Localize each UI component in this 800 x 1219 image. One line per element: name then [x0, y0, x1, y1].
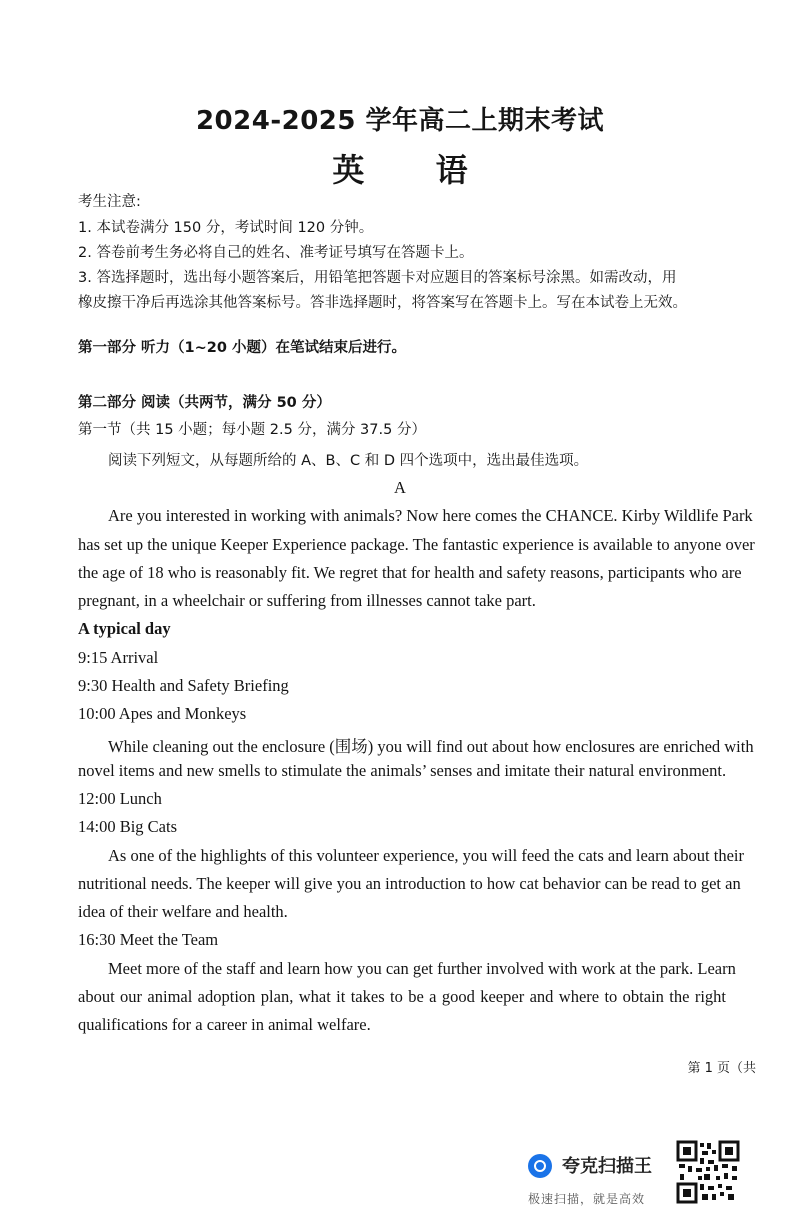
cats-line-1: As one of the highlights of this volunteer experience, you will feed the cats and learn about their [108, 846, 744, 865]
passage-label: A [394, 478, 406, 497]
notice-item-1: 1. 本试卷满分 150 分，考试时间 120 分钟。 [78, 220, 374, 236]
apes-line-1: While cleaning out the enclosure (围场) you will find out about how enclosures are enriched with [108, 737, 754, 756]
notice-item-3: 3. 答选择题时，选出每小题答案后，用铅笔把答题卡对应题目的答案标号涂黑。如需改动，用 [78, 270, 677, 286]
brand-slogan: 极速扫描，就是高效 [528, 1192, 646, 1206]
intro-line-2: has set up the unique Keeper Experience package. The fantastic experience is available to anyone over [78, 535, 755, 554]
notice-heading: 考生注意: [78, 194, 141, 210]
schedule-big-cats: 14:00 Big Cats [78, 817, 178, 836]
section1-heading: 第一节（共 15 小题；每小题 2.5 分，满分 37.5 分） [78, 422, 426, 438]
apes-line-2: novel items and new smells to stimulate the animals’ senses and imitate their natural environment. [78, 761, 727, 780]
typical-day-heading: A typical day [78, 619, 171, 638]
schedule-meet-team: 16:30 Meet the Team [78, 930, 219, 949]
schedule-lunch: 12:00 Lunch [78, 789, 162, 808]
brand-name: 夸克扫描王 [562, 1156, 652, 1177]
intro-line-3: the age of 18 who is reasonably fit. We regret that for health and safety reasons, participants who are [78, 563, 742, 582]
team-line-1: Meet more of the staff and learn how you can get further involved with work at the park. Learn [108, 959, 736, 978]
page-number: 第 1 页（共 [687, 1061, 756, 1076]
quark-logo-icon [528, 1154, 552, 1178]
exam-title: 2024-2025 学年高二上期末考试 [195, 106, 605, 136]
team-line-2: about our animal adoption plan, what it takes to be a good keeper and where to obtain the right [78, 987, 726, 1006]
subject-title: 英 语 [332, 151, 498, 189]
schedule-arrival: 9:15 Arrival [78, 648, 159, 667]
cats-line-2: nutritional needs. The keeper will give you an introduction to how cat behavior can be read to get an [78, 874, 741, 893]
reading-instruction: 阅读下列短文，从每题所给的 A、B、C 和 D 四个选项中，选出最佳选项。 [108, 453, 589, 469]
notice-item-2: 2. 答卷前考生务必将自己的姓名、准考证号填写在答题卡上。 [78, 245, 474, 261]
schedule-apes: 10:00 Apes and Monkeys [78, 704, 247, 723]
cats-line-3: idea of their welfare and health. [78, 902, 288, 921]
notice-item-3-cont: 橡皮擦干净后再选涂其他答案标号。答非选择题时，将答案写在答题卡上。写在本试卷上无效。 [78, 295, 687, 311]
team-line-3: qualifications for a career in animal welfare. [78, 1015, 371, 1034]
part1-heading: 第一部分 听力（1~20 小题）在笔试结束后进行。 [78, 340, 407, 356]
intro-line-4: pregnant, in a wheelchair or suffering from illnesses cannot take part. [78, 591, 536, 610]
schedule-briefing: 9:30 Health and Safety Briefing [78, 676, 289, 695]
part2-heading: 第二部分 阅读（共两节，满分 50 分） [78, 395, 331, 411]
qr-code-icon [676, 1140, 740, 1204]
intro-line-1: Are you interested in working with animals? Now here comes the CHANCE. Kirby Wildlife Park [108, 506, 753, 525]
